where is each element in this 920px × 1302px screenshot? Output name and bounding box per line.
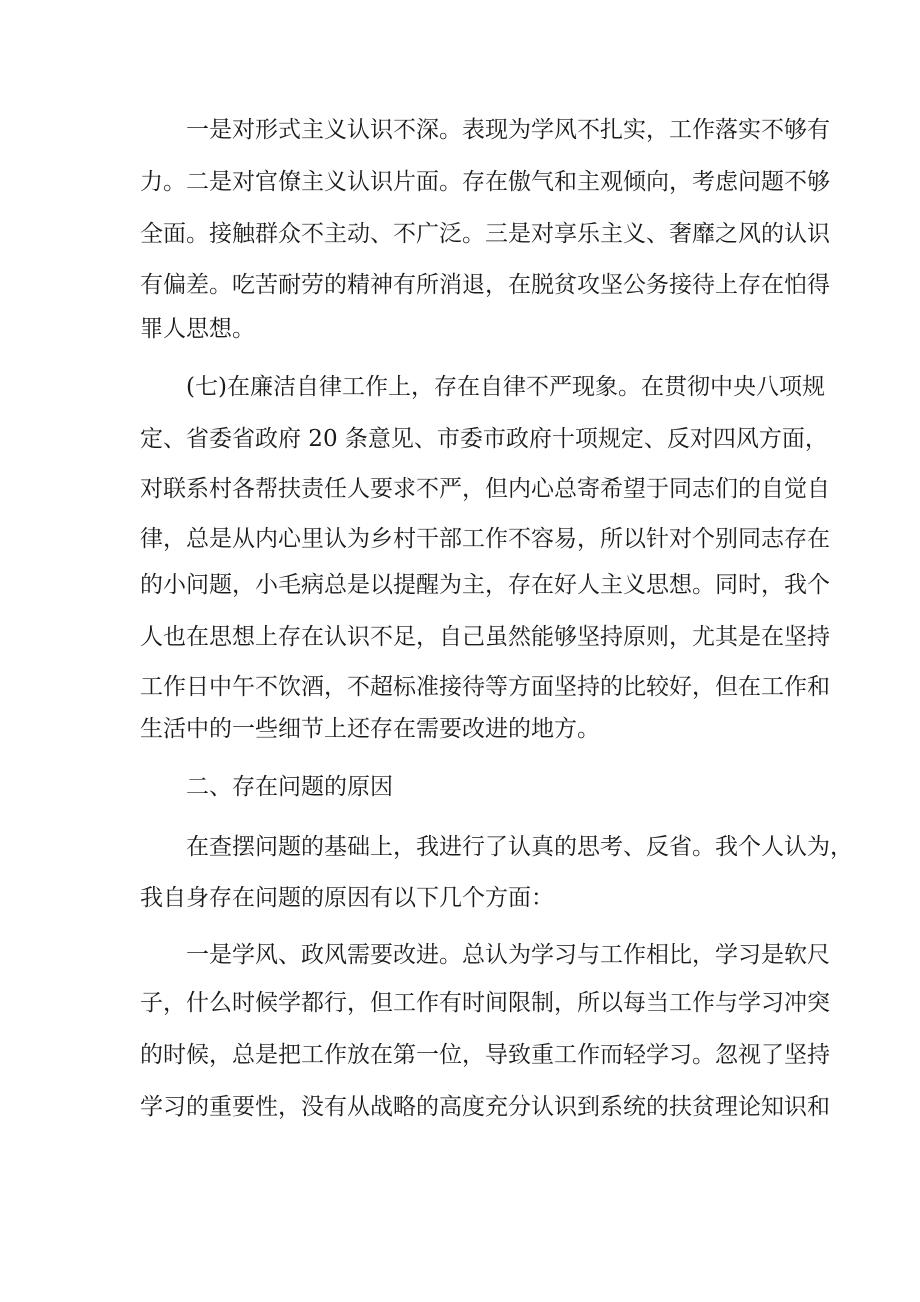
paragraph-2-line-2: 定、省委省政府 20 条意见、市委市政府十项规定、反对四风方面， <box>140 426 828 452</box>
paragraph-2-line-6: 人也在思想上存在认识不足，自己虽然能够坚持原则，尤其是在坚持 <box>140 624 830 650</box>
paragraph-4-line-4: 学习的重要性，没有从战略的高度充分认识到系统的扶贫理论知识和 <box>140 1094 830 1120</box>
paragraph-4-line-3: 的时候，总是把工作放在第一位，导致重工作而轻学习。忽视了坚持 <box>140 1042 830 1068</box>
section-heading: 二、存在问题的原因 <box>186 774 393 800</box>
paragraph-2-line-4: 律，总是从内心里认为乡村干部工作不容易，所以针对个别同志存在 <box>140 526 830 552</box>
paragraph-3-line-1: 在查摆问题的基础上，我进行了认真的思考、反省。我个人认为， <box>186 834 853 860</box>
paragraph-1-line-2: 力。二是对官僚主义认识片面。存在傲气和主观倾向，考虑问题不够 <box>140 169 830 195</box>
paragraph-2-line-3: 对联系村各帮扶责任人要求不严，但内心总寄希望于同志们的自觉自 <box>140 476 830 502</box>
paragraph-3-line-2: 我自身存在问题的原因有以下几个方面： <box>140 885 554 911</box>
paragraph-4-line-2: 子，什么时候学都行，但工作有时间限制，所以每当工作与学习冲突 <box>140 990 830 1016</box>
paragraph-1-line-3: 全面。接触群众不主动、不广泛。三是对享乐主义、奢靡之风的认识 <box>140 221 830 247</box>
paragraph-2-line-5: 的小问题，小毛病总是以提醒为主，存在好人主义思想。同时，我个 <box>140 572 830 598</box>
paragraph-1-line-4: 有偏差。吃苦耐劳的精神有所消退，在脱贫攻坚公务接待上存在怕得 <box>140 272 830 298</box>
paragraph-2-line-8: 生活中的一些细节上还存在需要改进的地方。 <box>140 716 600 742</box>
paragraph-1-line-5: 罪人思想。 <box>140 316 255 342</box>
paragraph-2-line-7: 工作日中午不饮酒，不超标准接待等方面坚持的比较好，但在工作和 <box>140 674 830 700</box>
paragraph-1-line-1: 一是对形式主义认识不深。表现为学风不扎实，工作落实不够有 <box>186 117 830 143</box>
paragraph-2-line-1: (七)在廉洁自律工作上，存在自律不严现象。在贯彻中央八项规 <box>186 374 825 400</box>
paragraph-4-line-1: 一是学风、政风需要改进。总认为学习与工作相比，学习是软尺 <box>186 942 830 968</box>
